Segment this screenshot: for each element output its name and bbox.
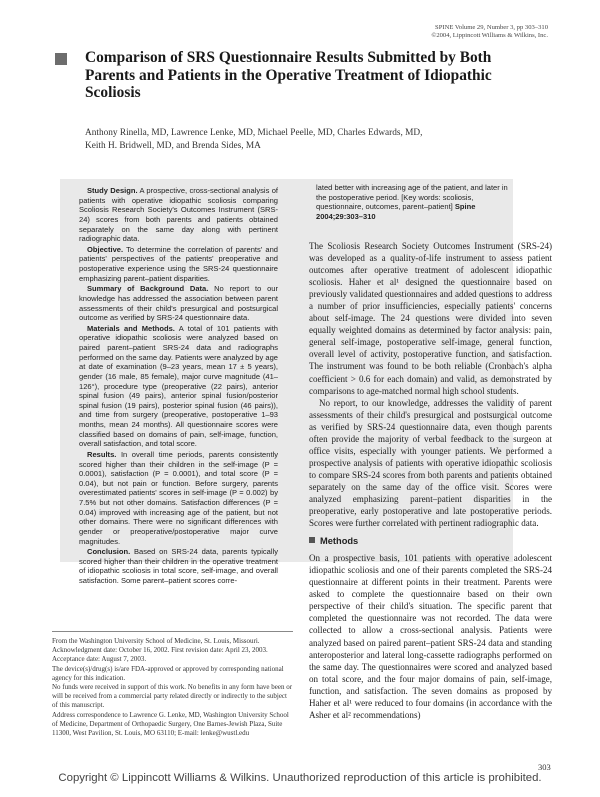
abstract-heading: Summary of Background Data.	[87, 284, 209, 294]
abstract-results	[79, 450, 278, 546]
abstract-heading: Study Design.	[87, 186, 138, 195]
abstract-conclusion	[79, 547, 278, 586]
author-list	[85, 127, 525, 153]
methods-heading-text: Methods	[320, 536, 359, 547]
author: Lawrence Lenke, MD,	[171, 128, 256, 138]
author: Anthony Rinella, MD,	[85, 128, 169, 138]
footnotes	[52, 637, 294, 738]
abstract-background	[79, 284, 278, 323]
abstract-right-column	[316, 183, 516, 222]
abstract-citation: Spine 2004;29:303–310	[316, 202, 476, 221]
article-title: Comparison of SRS Questionnaire Results Submitted by Both Parents and Patients in the Operative Treatment of Idiopathic Scoliosis	[85, 49, 492, 102]
abstract-methods	[79, 324, 278, 449]
body-paragraph: No report, to our knowledge, addresses the validity of parent assessments of their child's presurgical and postsurgical outcome as verified by SRS-24 questionnaire data, even though parents often provide the majority of verbal feedback to the surgeon at office visits, especially with younger patients. We performed a prospective analysis of patients with operative idiopathic scoliosis to compare SRS-24 scores from both parents and patients obtained separately on the same day of the office visit. Scores were analyzed emphasizing parent–patient disparities in the preoperative, early postoperative and late postoperative periods. Scores were further correlated with pertinent radiographic data.	[309, 397, 552, 529]
copyright-notice: Copyright © Lippincott Williams & Wilkins. Unauthorized reproduction of this article is prohibited.	[58, 772, 542, 784]
abstract-text: A prospective, cross-sectional analysis of patients with operative idiopathic scoliosis comparing Scoliosis Research Society's Outcomes Instrument (SRS-24) scores from both parents and patients obtained separately on the same day along with pertinent radiographic data.	[79, 186, 278, 244]
footnote-dates: Acknowledgment date: October 16, 2002. First revision date: April 23, 2003. Acceptance date: August 7, 2003.	[52, 646, 268, 664]
abstract-left-column	[79, 186, 278, 587]
abstract-text: Based on SRS-24 data, parents typically scored higher than their children in the operative treatment of idiopathic scoliosis in total score, self-image, and overall satisfaction. Some parent–patient scores corre-	[79, 547, 278, 585]
title-marker-square	[55, 53, 67, 65]
page-number: 303	[538, 762, 551, 772]
footnote-affiliation: From the Washington University School of Medicine, St. Louis, Missouri.	[52, 637, 260, 645]
body-paragraph: The Scoliosis Research Society Outcomes Instrument (SRS-24) was developed as a quality-of-life instrument to assess patient outcomes after operative treatment of adolescent idiopathic scoliosis. Haher et al¹ designed the questionnaire based on previously validated questionnaires and added questions to address a number of prior insufficiencies, especially patients' concerns about self-image. The 24 questions were divided into seven equally weighted domains as determined by factor analysis: pain, general self-image, postoperative self-image, general function, overall level of activity, postoperative function, and satisfaction. The instrument was found to be both reliable (Cronbach's alpha coefficient > 0.6 for each domain) and valid, as demonstrated by comparisons to age-matched normal high school students.	[309, 241, 552, 396]
abstract-text: To determine the correlation of parents' and patients' perspectives of the patients' preoperative and postoperative experience using the SRS-24 questionnaire emphasizing parent–patient disparities.	[79, 244, 278, 283]
journal-copyright: ©2004, Lippincott Williams & Wilkins, Inc.	[431, 32, 548, 40]
body-column	[309, 240, 552, 721]
journal-info	[431, 24, 548, 41]
author: Keith H. Bridwell, MD, and	[85, 141, 190, 151]
author: Michael Peelle, MD,	[257, 128, 335, 138]
abstract-heading: Materials and Methods.	[87, 323, 175, 333]
author: Brenda Sides, MA	[191, 141, 261, 151]
abstract-heading: Objective.	[87, 244, 124, 254]
abstract-heading: Results.	[87, 449, 117, 459]
abstract-conclusion-continued: lated better with increasing age of the patient, and later in the postoperative period.	[316, 183, 508, 202]
abstract-objective	[79, 245, 278, 284]
abstract-study-design	[79, 186, 278, 244]
abstract-text: A total of 101 patients with operative idiopathic scoliosis were analyzed based on paired parent–patient SRS-24 data and radiographs performed on the same day. Patients were analyzed by age at date of examination (9–23 years, mean 17 ± 5 years), gender (16 male, 85 female), major curve magnitude (41–126°), procedure type (preoperative (22 pairs), anterior spinal fusion (49 pairs), anterior spinal fusion/posterior spinal fusion (19 pairs), posterior spinal fusion (46 pairs)), and time from surgery (preoperative, postoperative 1–93 months, mean 24 months). All questionnaire scores were classified based on domains of pain, self-image, function, overall satisfaction, and total score.	[79, 323, 278, 449]
journal-citation: SPINE Volume 29, Number 3, pp 303–310	[435, 24, 548, 31]
abstract-heading: Conclusion.	[87, 547, 131, 557]
author: Charles Edwards, MD,	[337, 128, 423, 138]
footnote-fda: The device(s)/drug(s) is/are FDA-approved or approved by corresponding national agency for this indication.	[52, 664, 284, 682]
abstract-text: No report to our knowledge has addressed the association between parent assessments of their child's presurgical and postsurgical outcome as verified by SRS-24 questionnaire data.	[79, 284, 278, 323]
abstract-keywords: [Key words: scoliosis, questionnaire, outcomes, parent–patient]	[316, 192, 474, 212]
footnote-funding: No funds were received in support of this work. No benefits in any form have been or will be received from a commercial party related directly or indirectly to the subject of this manuscript.	[52, 683, 293, 710]
abstract-text: In overall time periods, parents consistently scored higher than their children in the self-image (P = 0.0001), satisfaction (P = 0.0001), and total score (P = 0.04), but not pain or function. Before surgery, parents overestimated patients' scores in self-image (P = 0.002) by 7.5% but not other domains. Satisfaction differences (P = 0.04) improved with increasing age of the patient, but not other domains. There were no significant differences with gender or preoperative/postoperative major curve magnitudes.	[79, 449, 278, 546]
methods-section-heading	[309, 535, 552, 547]
square-bullet-icon	[309, 537, 315, 543]
footnote-correspondence: Address correspondence to Lawrence G. Lenke, MD, Washington University School of Medicine, Department of Orthopaedic Surgery, One Barnes-Jewish Plaza, Suite 11300, West Pavilion, St. Louis, MO 63110; E-mail: lenke@wustl.edu	[52, 710, 289, 738]
body-paragraph: On a prospective basis, 101 patients with operative adolescent idiopathic scoliosis and one of their parents completed the SRS-24 questionnaire at different points in their treatment. Parents were asked to complete the questionnaire based on their own perspective of their child's situation. The specific parent that completed the questionnaire was not recorded. The data were collected to allow a cross-sectional analysis. Patients were analyzed based on paired parent–patient SRS-24 data and standing anteroposterior and lateral long-cassette radiographs performed on the same day. The questionnaires were scored and analyzed based on total score, and the four major domains of pain, self-image, function, and satisfaction. The seven domains as proposed by Haher et al¹ were reduced to four domains (in accordance with the Asher et al² recommendations)	[309, 553, 552, 720]
footnote-divider	[52, 631, 293, 632]
